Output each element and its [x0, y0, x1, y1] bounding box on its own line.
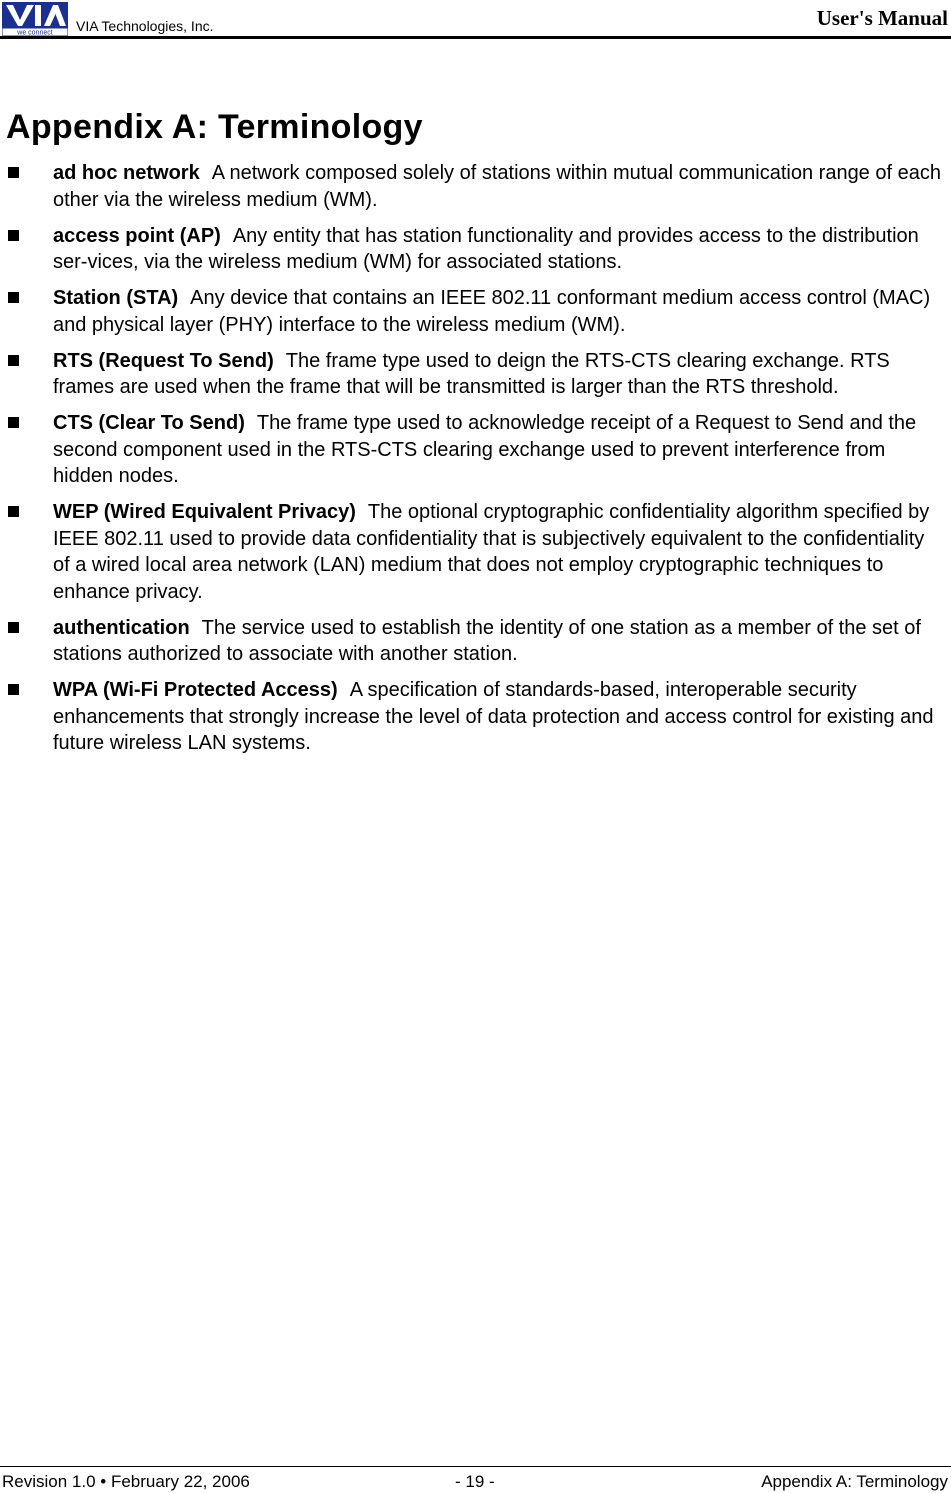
term-name: ad hoc network — [53, 162, 200, 184]
term-definition: A network composed solely of stations within mutual communication range of each other via the wireless medium (WM). — [53, 162, 941, 211]
term-name: authentication — [53, 616, 190, 639]
logo-tagline: we connect — [17, 29, 53, 36]
company-name: VIA Technologies, Inc. — [76, 18, 214, 34]
square-bullet-icon — [8, 506, 19, 517]
term-name: WEP (Wired Equivalent Privacy) — [53, 501, 356, 523]
term-definition: Any entity that has station functionality and provides access to the distribution ser-vices, via the wireless medium (WM) for associated stations. — [53, 224, 919, 273]
term-name: WPA (Wi-Fi Protected Access) — [53, 679, 338, 701]
square-bullet-icon — [8, 167, 19, 178]
term-definition: The optional cryptographic confidentiality algorithm specified by IEEE 802.11 used to provide data confidentiality that is subjectively equivalent to the confidentiality of a wired local area network (LAN) medium that does not employ cryptographic techniques to enhance privacy. — [53, 501, 930, 603]
term-item — [0, 160, 951, 213]
term-item — [0, 615, 951, 668]
term-item — [0, 223, 951, 276]
via-logo — [2, 2, 68, 36]
square-bullet-icon — [8, 292, 19, 303]
page-header — [0, 0, 951, 40]
footer-page-number: - 19 - — [455, 1472, 495, 1491]
terminology-list — [0, 160, 951, 766]
term-definition: The frame type used to acknowledge receipt of a Request to Send and the second component used in the RTS-CTS clearing exchange used to prevent interference from hidden nodes. — [53, 412, 917, 487]
term-definition: The frame type used to deign the RTS-CTS clearing exchange. RTS frames are used when the frame that will be transmitted is larger than the RTS threshold. — [53, 349, 890, 398]
square-bullet-icon — [8, 684, 19, 695]
term-item — [0, 285, 951, 338]
term-name: RTS (Request To Send) — [53, 349, 274, 372]
term-item — [0, 348, 951, 401]
page-title: Appendix A: Terminology — [6, 108, 423, 146]
term-definition: A specification of standards-based, interoperable security enhancements that strongly increase the level of data protection and access control for existing and future wireless LAN systems. — [53, 679, 934, 754]
manual-title: User's Manual — [816, 6, 948, 30]
term-definition: Any device that contains an IEEE 802.11 conformant medium access control (MAC) and physical layer (PHY) interface to the wireless medium (WM). — [53, 287, 931, 336]
header-rule — [0, 36, 951, 39]
term-definition: The service used to establish the identity of one station as a member of the set of stations authorized to associate with another station. — [53, 616, 921, 665]
square-bullet-icon — [8, 355, 19, 366]
term-name: access point (AP) — [53, 224, 221, 247]
square-bullet-icon — [8, 622, 19, 633]
term-item — [0, 410, 951, 490]
term-item — [0, 677, 951, 757]
footer-revision: Revision 1.0 • February 22, 2006 — [2, 1472, 250, 1491]
term-name: Station (STA) — [53, 287, 179, 309]
footer-rule — [0, 1466, 951, 1467]
square-bullet-icon — [8, 417, 19, 428]
footer-section: Appendix A: Terminology — [761, 1472, 948, 1491]
square-bullet-icon — [8, 230, 19, 241]
term-item — [0, 499, 951, 605]
term-name: CTS (Clear To Send) — [53, 412, 245, 434]
